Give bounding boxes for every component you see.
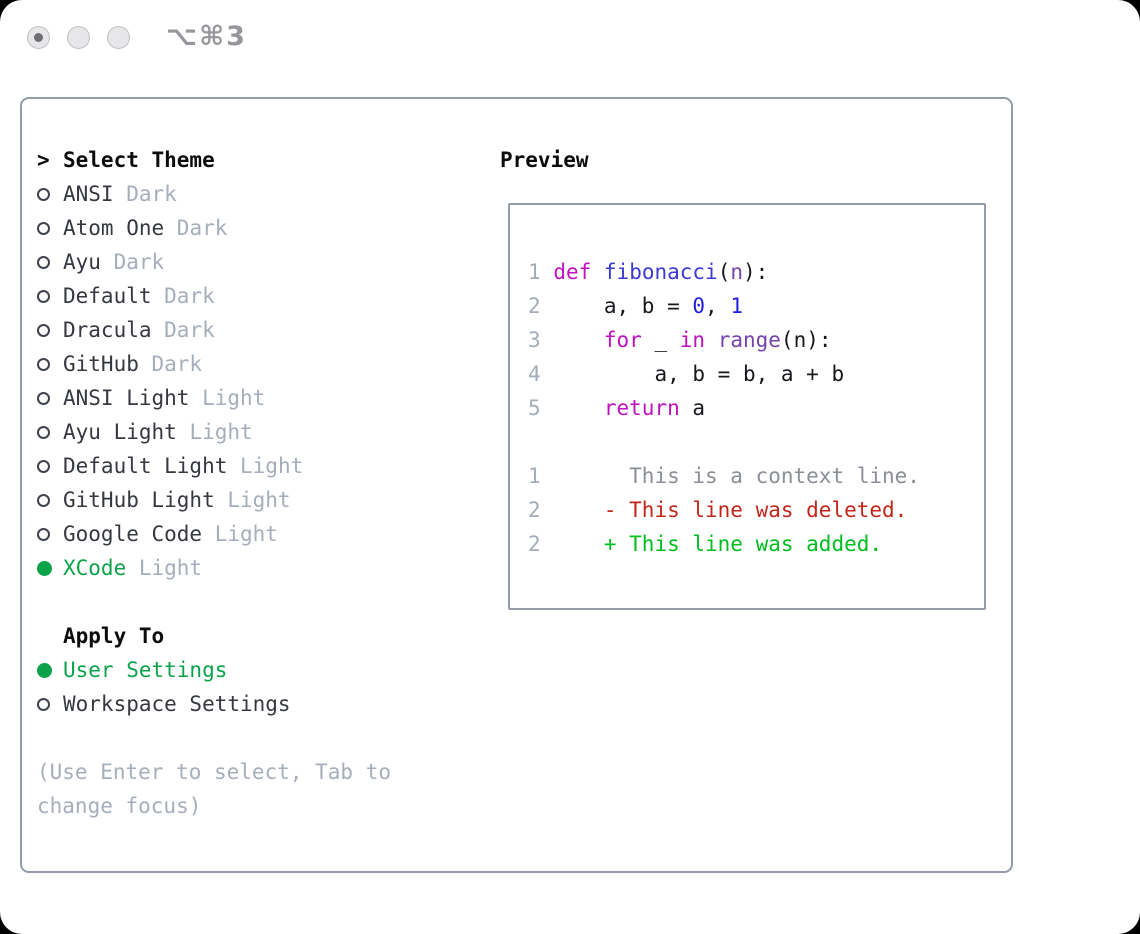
code-segment-ln: 1 bbox=[528, 260, 541, 284]
radio-icon bbox=[37, 494, 50, 507]
theme-option-ayu-light[interactable] bbox=[37, 415, 487, 449]
marker-slot bbox=[37, 561, 63, 576]
help-line: (Use Enter to select, Tab to bbox=[37, 760, 392, 784]
theme-option-github-light[interactable] bbox=[37, 483, 487, 517]
option-name: Ayu bbox=[63, 250, 101, 274]
apply-to-title: Apply To bbox=[63, 624, 165, 648]
code-segment-ln: 2 bbox=[528, 294, 541, 318]
help-text bbox=[37, 755, 487, 823]
option-name: GitHub bbox=[63, 352, 139, 376]
radio-icon bbox=[37, 290, 50, 303]
code-segment-ln: 2 bbox=[528, 498, 541, 522]
code-segment-pm: n bbox=[730, 260, 744, 284]
option-label bbox=[63, 488, 291, 512]
apply-option-workspace-settings[interactable] bbox=[37, 687, 487, 721]
option-variant: Dark bbox=[138, 352, 203, 376]
preview-line bbox=[528, 527, 984, 561]
theme-option-github[interactable] bbox=[37, 347, 487, 381]
code-segment-pl: _ bbox=[641, 328, 680, 352]
marker-slot bbox=[37, 528, 63, 541]
marker-slot bbox=[37, 324, 63, 337]
marker-slot bbox=[37, 663, 63, 678]
option-label bbox=[63, 318, 215, 342]
active-dot-icon bbox=[34, 33, 43, 42]
code-segment-pl: a, b = bbox=[540, 294, 693, 318]
theme-option-ayu[interactable] bbox=[37, 245, 487, 279]
theme-selector bbox=[37, 143, 487, 823]
code-segment-pl bbox=[541, 260, 554, 284]
option-label bbox=[63, 556, 202, 580]
theme-option-atom-one[interactable] bbox=[37, 211, 487, 245]
radio-icon bbox=[37, 392, 50, 405]
preview-column bbox=[500, 143, 1000, 610]
marker-slot bbox=[37, 188, 63, 201]
option-name: ANSI bbox=[63, 182, 114, 206]
option-variant: Light bbox=[126, 556, 203, 580]
theme-option-default-light[interactable] bbox=[37, 449, 487, 483]
code-segment-kw: def bbox=[553, 260, 592, 284]
preview-line bbox=[528, 459, 984, 493]
option-label bbox=[63, 692, 291, 716]
option-name: XCode bbox=[63, 556, 127, 580]
preview-line bbox=[528, 357, 984, 391]
option-label bbox=[63, 284, 215, 308]
marker-slot bbox=[37, 460, 63, 473]
code-segment-ln: 4 bbox=[528, 362, 541, 386]
apply-to-list bbox=[37, 653, 487, 721]
radio-icon bbox=[37, 426, 50, 439]
keyboard-shortcut-label: ⌥⌘3 bbox=[166, 21, 247, 52]
option-name: ANSI Light bbox=[63, 386, 190, 410]
radio-icon bbox=[37, 256, 50, 269]
option-variant: Light bbox=[227, 454, 304, 478]
option-variant: Light bbox=[176, 420, 253, 444]
option-variant: Dark bbox=[151, 318, 215, 342]
option-name: Default Light bbox=[63, 454, 228, 478]
theme-option-ansi[interactable] bbox=[37, 177, 487, 211]
preview-title: Preview bbox=[500, 148, 589, 172]
preview-line bbox=[528, 391, 984, 425]
code-segment-pl bbox=[541, 328, 604, 352]
radio-icon bbox=[37, 460, 50, 473]
code-segment-kw: in bbox=[679, 328, 706, 352]
code-segment-pl: a bbox=[679, 396, 706, 420]
option-label bbox=[63, 454, 303, 478]
option-label bbox=[63, 658, 227, 682]
code-segment-kw: return bbox=[603, 396, 680, 420]
theme-option-default[interactable] bbox=[37, 279, 487, 313]
theme-option-ansi-light[interactable] bbox=[37, 381, 487, 415]
option-label bbox=[63, 182, 177, 206]
code-segment-pl bbox=[541, 532, 604, 556]
code-segment-nm: 0 bbox=[692, 294, 706, 318]
marker-slot bbox=[37, 256, 63, 269]
select-theme-header-row bbox=[37, 143, 487, 177]
code-segment-pl: , bbox=[705, 294, 731, 318]
marker-slot bbox=[37, 698, 63, 711]
code-segment-fn: fibonacci bbox=[603, 260, 718, 284]
option-variant: Dark bbox=[164, 216, 228, 240]
marker-slot bbox=[37, 290, 63, 303]
code-segment-add: + This line was added. bbox=[603, 532, 883, 556]
option-name: User Settings bbox=[63, 658, 228, 682]
code-segment-pl: (n): bbox=[780, 328, 832, 352]
code-segment-ctx: This is a context line. bbox=[540, 464, 920, 488]
code-segment-ln: 5 bbox=[528, 396, 541, 420]
radio-icon bbox=[37, 698, 50, 711]
code-segment-nm: 1 bbox=[730, 294, 743, 318]
option-label bbox=[63, 386, 265, 410]
marker-slot bbox=[37, 426, 63, 439]
marker-slot bbox=[37, 222, 63, 235]
code-segment-pl: ( bbox=[717, 260, 731, 284]
radio-icon bbox=[37, 222, 50, 235]
preview-line bbox=[528, 425, 984, 459]
marker-slot bbox=[37, 392, 63, 405]
theme-option-dracula[interactable] bbox=[37, 313, 487, 347]
radio-icon bbox=[37, 188, 50, 201]
selected-radio-icon bbox=[37, 561, 52, 576]
code-segment-ln: 2 bbox=[528, 532, 541, 556]
code-segment-pl bbox=[591, 260, 604, 284]
code-segment-kw: for bbox=[603, 328, 642, 352]
radio-icon bbox=[37, 528, 50, 541]
select-theme-title: Select Theme bbox=[63, 148, 215, 172]
selected-radio-icon bbox=[37, 663, 52, 678]
code-segment-del: - This line was deleted. bbox=[603, 498, 908, 522]
option-variant: Light bbox=[202, 522, 278, 546]
option-label bbox=[63, 216, 227, 240]
preview-line bbox=[528, 255, 984, 289]
option-label bbox=[63, 250, 164, 274]
option-name: Dracula bbox=[63, 318, 152, 342]
option-name: Ayu Light bbox=[63, 420, 177, 444]
code-segment-ln: 3 bbox=[528, 328, 541, 352]
option-name: Workspace Settings bbox=[63, 692, 291, 716]
code-segment-ln: 1 bbox=[528, 464, 541, 488]
marker-slot bbox=[37, 494, 63, 507]
apply-option-user-settings[interactable] bbox=[37, 653, 487, 687]
spacer bbox=[37, 585, 487, 619]
main-panel bbox=[20, 97, 1013, 873]
prompt-icon: > bbox=[37, 148, 50, 172]
code-segment-pm: range bbox=[717, 328, 781, 352]
option-name: Default bbox=[63, 284, 152, 308]
option-label bbox=[63, 522, 278, 546]
preview-line bbox=[528, 493, 984, 527]
marker-slot bbox=[37, 358, 63, 371]
option-variant: Light bbox=[214, 488, 291, 512]
code-segment-pl bbox=[541, 498, 604, 522]
help-line: change focus) bbox=[37, 794, 202, 818]
traffic-light-minimize-button[interactable] bbox=[67, 26, 90, 49]
radio-icon bbox=[37, 358, 50, 371]
code-segment-pl bbox=[541, 396, 604, 420]
option-label bbox=[63, 420, 253, 444]
option-name: Google Code bbox=[63, 522, 203, 546]
option-variant: Dark bbox=[113, 182, 177, 206]
option-name: GitHub Light bbox=[63, 488, 215, 512]
radio-icon bbox=[37, 324, 50, 337]
code-segment-pl bbox=[705, 328, 718, 352]
apply-to-header-row bbox=[37, 619, 487, 653]
preview-line bbox=[528, 289, 984, 323]
traffic-light-close-button[interactable] bbox=[27, 26, 50, 49]
theme-option-xcode[interactable] bbox=[37, 551, 487, 585]
theme-option-google-code[interactable] bbox=[37, 517, 487, 551]
option-label bbox=[63, 352, 202, 376]
preview-box bbox=[508, 203, 986, 610]
traffic-light-zoom-button[interactable] bbox=[107, 26, 130, 49]
option-variant: Dark bbox=[100, 250, 165, 274]
option-variant: Dark bbox=[151, 284, 215, 308]
preview-line bbox=[528, 323, 984, 357]
option-name: Atom One bbox=[63, 216, 165, 240]
option-variant: Light bbox=[189, 386, 266, 410]
titlebar bbox=[0, 0, 1140, 74]
code-segment-pl: ): bbox=[743, 260, 769, 284]
marker-slot bbox=[37, 148, 63, 172]
code-segment-pl: a, b = b, a + b bbox=[540, 362, 845, 386]
theme-list bbox=[37, 177, 487, 585]
